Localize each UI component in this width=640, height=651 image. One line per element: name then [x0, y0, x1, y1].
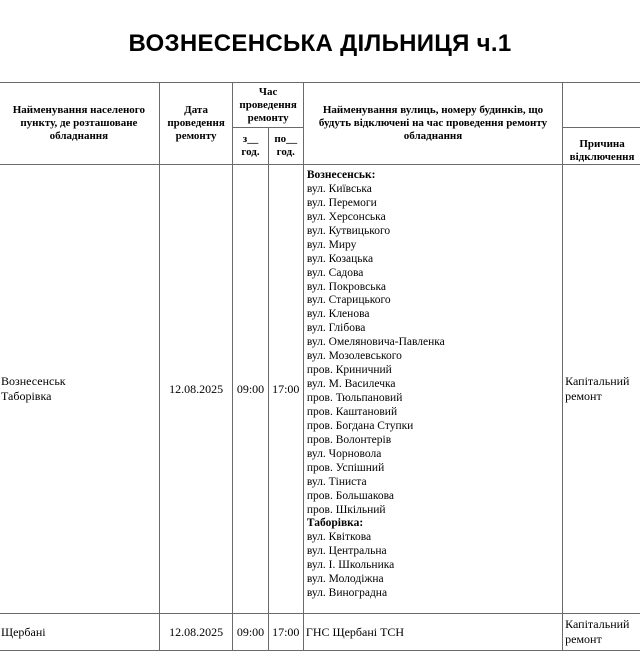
table-row — [0, 614, 640, 651]
street-item: вул. Козацька — [306, 252, 374, 265]
street-item: вул. Старицького — [306, 294, 391, 307]
street-item: пров. Криничний — [306, 364, 392, 377]
town-heading: Таборівка: — [306, 517, 364, 530]
from-time-cell: 09:00 — [233, 614, 268, 651]
reason-text: Капітальний — [565, 617, 630, 631]
street-item: вул. Херсонська — [306, 210, 386, 223]
streets-cell: ГНС Щербані ТСН — [303, 614, 562, 651]
to-time-cell: 17:00 — [268, 165, 303, 614]
header-streets: Найменування вулиць, номеру будинків, що будуть відключені на час проведення ремонту обладнання — [303, 83, 562, 165]
street-item: вул. Тіниста — [306, 475, 367, 488]
page-title: ВОЗНЕСЕНСЬКА ДІЛЬНИЦЯ ч.1 — [128, 30, 512, 57]
to-time-cell: 17:00 — [268, 614, 303, 651]
street-item: вул. Покровська — [306, 280, 387, 293]
street-item: вул. І. Школьника — [306, 559, 395, 572]
street-item: пров. Каштановий — [306, 405, 398, 418]
street-item: вул. Кленова — [306, 308, 370, 321]
street-item: вул. Київська — [306, 182, 372, 195]
header-to: по__ год. — [268, 128, 303, 165]
date-cell: 12.08.2025 — [159, 614, 233, 651]
street-item: вул. Квіткова — [306, 531, 372, 544]
street-item: вул. Чорновола — [306, 447, 382, 460]
street-item: пров. Богдана Ступки — [306, 419, 414, 432]
street-item: вул. Виноградна — [306, 587, 388, 600]
reason-text: ремонт — [565, 632, 602, 646]
street-item: вул. Центральна — [306, 545, 387, 558]
header-date: Дата проведення ремонту — [159, 83, 233, 165]
street-item: пров. Тюльпановий — [306, 392, 403, 404]
reason-cell — [563, 165, 640, 614]
street-item: пров. Волонтерів — [306, 433, 392, 446]
street-item: вул. Глібова — [306, 322, 366, 335]
streets-cell — [303, 165, 562, 614]
outage-table — [0, 82, 640, 651]
header-time: Час проведення ремонту — [233, 83, 304, 128]
reason-text: ремонт — [565, 389, 602, 403]
reason-cell — [563, 614, 640, 651]
place-cell — [0, 165, 159, 614]
reason-text: Капітальний — [565, 374, 630, 388]
table-row — [0, 165, 640, 614]
from-time-cell: 09:00 — [233, 165, 268, 614]
place-cell: Щербані — [0, 614, 159, 651]
street-item: вул. Миру — [306, 238, 357, 251]
street-item: пров. Успішний — [306, 461, 385, 474]
date-cell: 12.08.2025 — [159, 165, 233, 614]
header-place: Найменування населеного пункту, де розташоване обладнання — [0, 83, 159, 165]
street-item: вул. Молодіжна — [306, 573, 384, 586]
header-reason-blank — [563, 83, 640, 128]
street-item: вул. Кутвицького — [306, 224, 391, 237]
header-row-top — [0, 83, 640, 128]
street-item: пров. Большакова — [306, 489, 394, 502]
street-item: вул. М. Василечка — [306, 378, 396, 391]
header-from: з__ год. — [233, 128, 268, 165]
street-item: пров. Шкільний — [306, 503, 386, 516]
place-name: Вознесенськ — [1, 374, 66, 388]
street-item: вул. Омеляновича-Павленка — [306, 336, 445, 349]
street-item: вул. Перемоги — [306, 196, 377, 209]
place-name: Таборівка — [1, 389, 52, 403]
street-item: вул. Мозолевського — [306, 350, 402, 363]
street-item: вул. Садова — [306, 266, 364, 279]
town-heading: Вознесенськ: — [306, 169, 376, 181]
header-reason: Причина відключення — [563, 128, 640, 165]
